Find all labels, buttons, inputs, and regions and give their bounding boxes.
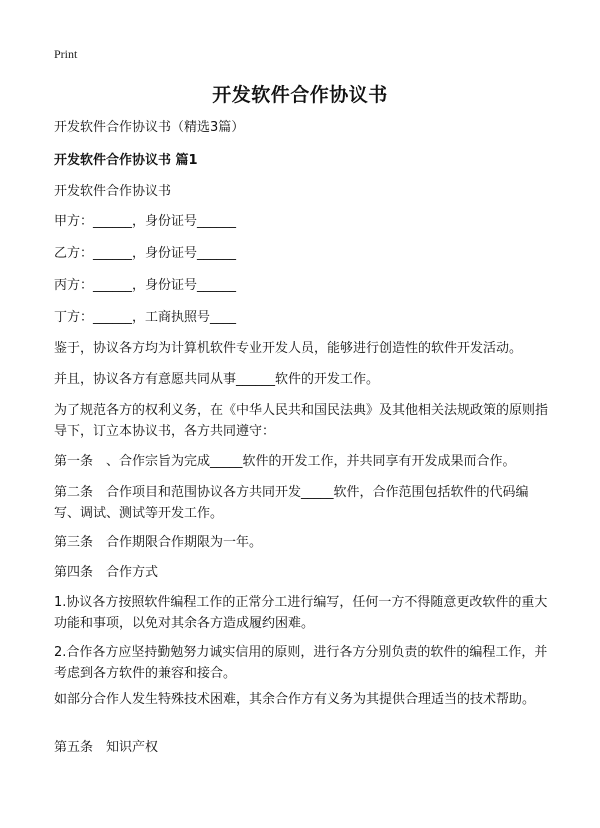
party-d-line: 丁方：______，工商执照号____ <box>54 310 237 325</box>
party-b-line: 乙方：______，身份证号______ <box>54 246 237 261</box>
party-a-line: 甲方：______，身份证号______ <box>54 214 237 229</box>
article-4: 第四条 合作方式 <box>54 565 159 580</box>
help-paragraph: 如部分合作人发生特殊技术困难，其余合作方有义务为其提供合理适当的技术帮助。 <box>54 692 536 707</box>
article-5: 第五条 知识产权 <box>54 740 159 755</box>
article-3: 第三条 合作期限合作期限为一年。 <box>54 535 263 550</box>
item-2: 2.合作各方应坚持勤勉努力诚实信用的原则，进行各方分别负责的软件的编程工作，并考虑到各方软件的兼容和接合。 <box>54 645 548 681</box>
and-paragraph: 并且，协议各方有意愿共同从事______软件的开发工作。 <box>54 372 380 387</box>
doc-name-line: 开发软件合作协议书 <box>54 184 172 199</box>
document-title: 开发软件合作协议书 <box>212 84 388 106</box>
section-heading: 开发软件合作协议书 篇1 <box>54 153 198 168</box>
print-label: Print <box>54 47 78 61</box>
article-2: 第二条 合作项目和范围协议各方共同开发_____软件，合作范围包括软件的代码编写、调试、测试等开发工作。 <box>54 485 529 521</box>
whereas-paragraph: 鉴于，协议各方均为计算机软件专业开发人员，能够进行创造性的软件开发活动。 <box>54 341 523 356</box>
purpose-paragraph: 为了规范各方的权利义务，在《中华人民共和国民法典》及其他相关法规政策的原则指导下，订立本协议书，各方共同遵守： <box>54 403 549 439</box>
item-1: 1.协议各方按照软件编程工作的正常分工进行编写，任何一方不得随意更改软件的重大功能和事项，以免对其余各方造成履约困难。 <box>54 595 548 631</box>
subtitle: 开发软件合作协议书（精选3篇） <box>54 120 245 135</box>
party-c-line: 丙方：______，身份证号______ <box>54 278 237 293</box>
article-1: 第一条 、合作宗旨为完成_____软件的开发工作，并共同享有开发成果而合作。 <box>54 454 516 469</box>
